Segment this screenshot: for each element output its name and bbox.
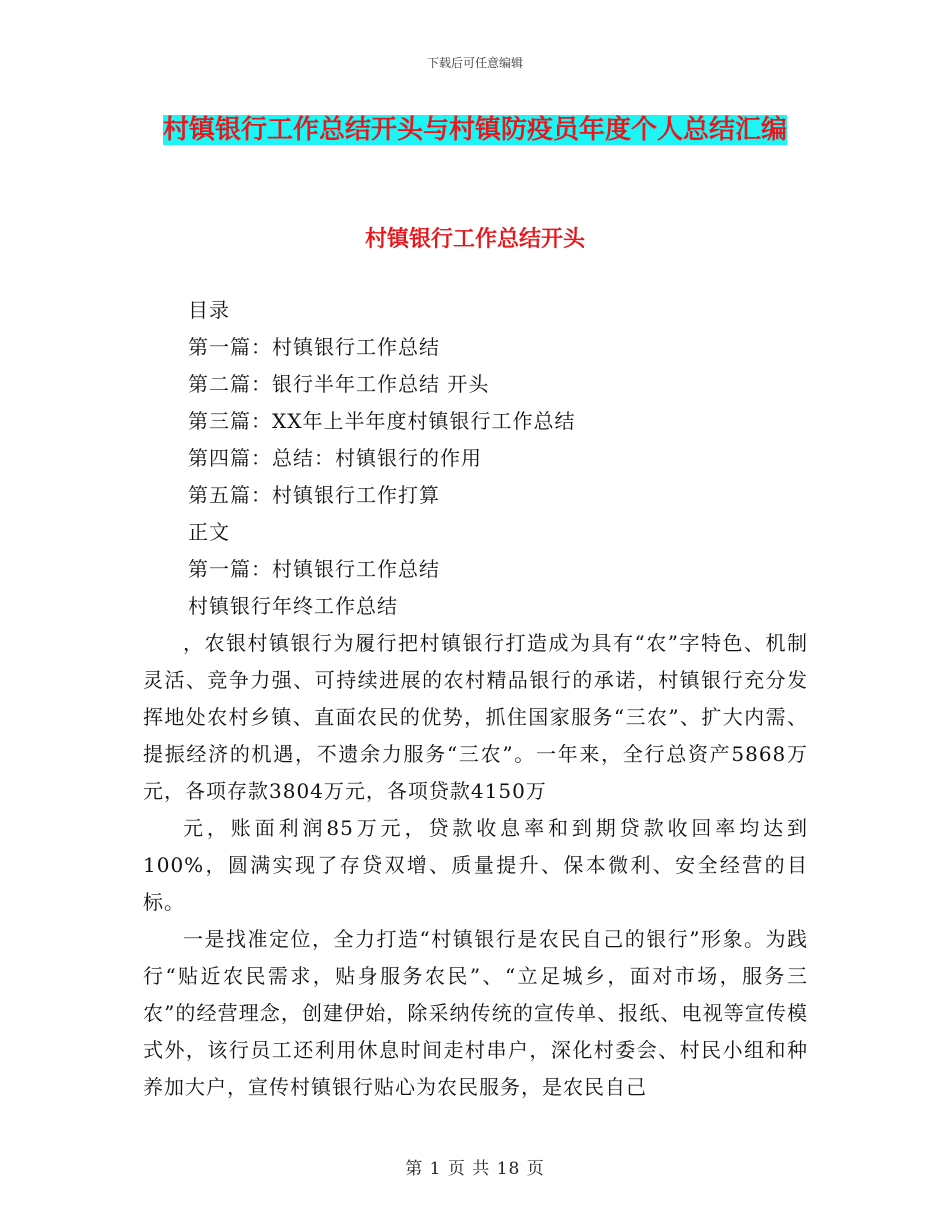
toc-heading: 目录	[188, 298, 230, 322]
section-title: 村镇银行工作总结开头	[364, 227, 585, 252]
chapter-heading: 第一篇：村镇银行工作总结	[188, 557, 440, 581]
document-title	[140, 108, 810, 153]
toc-item-3: 第三篇：XX年上半年度村镇银行工作总结	[188, 409, 576, 433]
paragraph: 一是找准定位，全力打造“村镇银行是农民自己的银行”形象。为践行“贴近农民需求，贴身服务农民”、“立足城乡，面对市场，服务三农”的经营理念，创建伊始，除采纳传统的宣传单、报纸、电视等宣传模式外，该行员工还利用休息时间走村串户，深化村委会、村民小组和种养加大户，宣传村镇银行贴心为农民服务，是农民自己	[143, 927, 808, 1099]
toc-item-2: 第二篇：银行半年工作总结 开头	[188, 372, 490, 396]
body-text	[143, 625, 808, 1106]
document-title-text: 村镇银行工作总结开头与村镇防疫员年度个人总结汇编	[162, 115, 787, 145]
body-heading: 正文	[188, 520, 230, 544]
toc-item-1: 第一篇：村镇银行工作总结	[188, 335, 440, 359]
toc-item-5: 第五篇：村镇银行工作打算	[188, 483, 440, 507]
table-of-contents	[188, 292, 575, 625]
paragraph: 元，账面利润85万元，贷款收息率和到期贷款收回率均达到100%，圆满实现了存贷双增、质量提升、保本微利、安全经营的目标。	[143, 816, 808, 914]
header-note: 下载后可任意编辑	[426, 56, 523, 70]
toc-item-4: 第四篇：总结：村镇银行的作用	[188, 446, 482, 470]
page-footer: 第 1 页 共 18 页	[405, 1159, 545, 1179]
chapter-subheading: 村镇银行年终工作总结	[188, 594, 398, 618]
paragraph: ，农银村镇银行为履行把村镇银行打造成为具有“农”字特色、机制灵活、竞争力强、可持续进展的农村精品银行的承诺，村镇银行充分发挥地处农村乡镇、直面农民的优势，抓住国家服务“三农”、扩大内需、提振经济的机遇，不遗余力服务“三农”。一年来，全行总资产5868万元，各项存款3804万元，各项贷款4150万	[143, 631, 808, 803]
